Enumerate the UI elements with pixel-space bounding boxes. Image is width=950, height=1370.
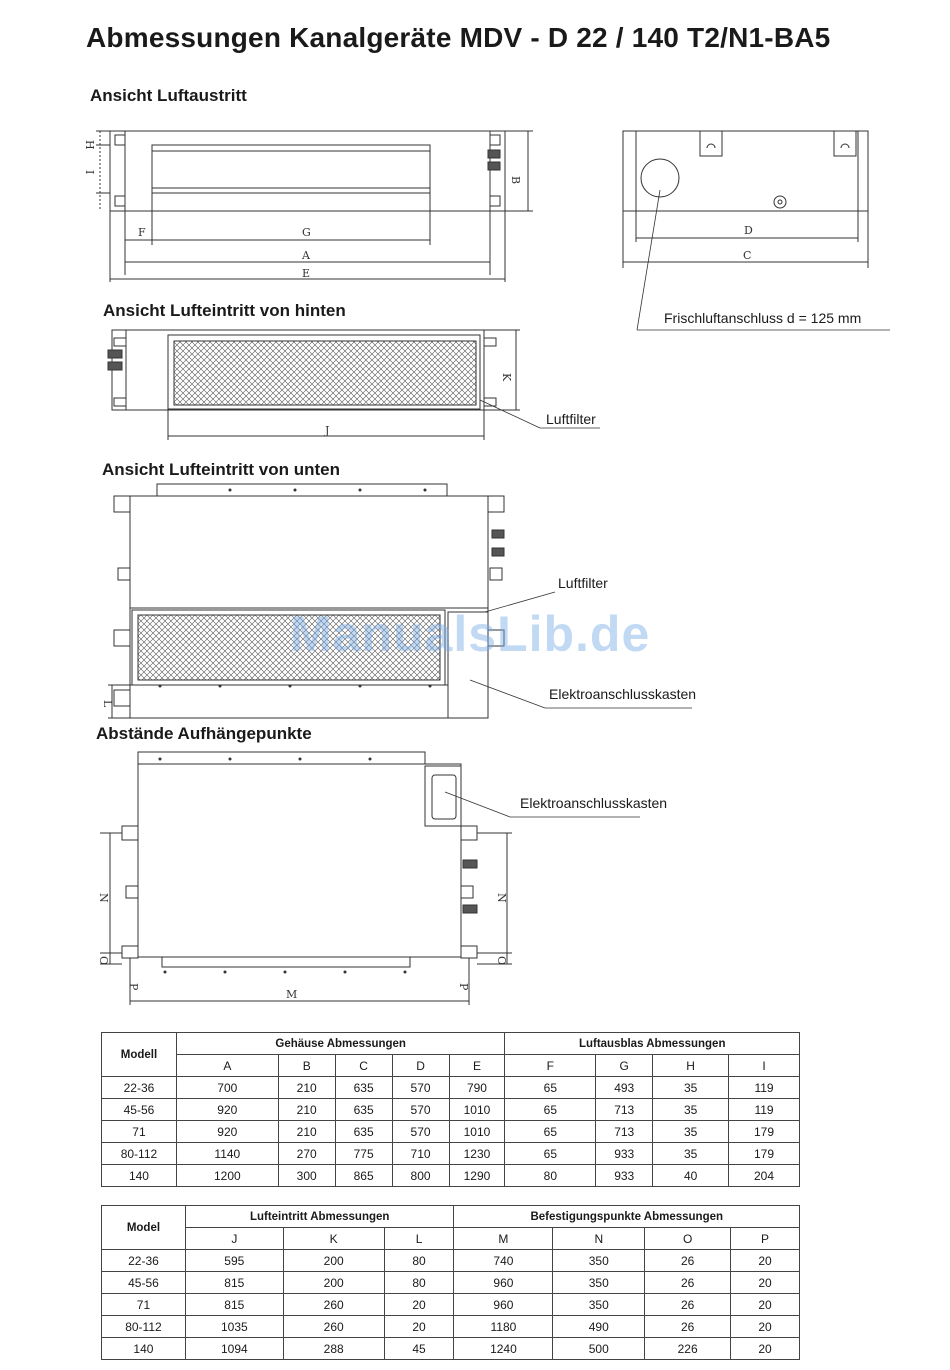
table-cell: 119 [729,1099,800,1121]
table-cell: 65 [505,1077,596,1099]
table2-col: P [731,1228,800,1250]
dim-label-J: J [325,424,330,437]
table-cell: 595 [185,1250,283,1272]
table-cell-model: 80-112 [102,1316,186,1338]
front-view-drawing [96,131,533,282]
table-cell: 350 [553,1294,645,1316]
table-cell: 500 [553,1338,645,1360]
table-cell: 920 [176,1121,278,1143]
table-cell: 65 [505,1099,596,1121]
bottom-view-drawing [108,484,692,718]
table2-modell-header: Model [102,1206,186,1250]
dim-label-C: C [743,249,752,262]
table1-col: F [505,1055,596,1077]
table1-col: A [176,1055,278,1077]
dim-label-D: D [744,224,753,237]
table-cell-model: 71 [102,1294,186,1316]
table-cell: 26 [645,1272,731,1294]
table-cell: 210 [278,1099,335,1121]
table-cell: 226 [645,1338,731,1360]
table-cell-model: 140 [102,1165,177,1187]
table-cell: 80 [384,1250,454,1272]
table-cell: 80 [505,1165,596,1187]
table-row [102,1121,800,1143]
table-cell: 35 [653,1121,729,1143]
table-cell: 65 [505,1143,596,1165]
suspension-view-drawing [100,752,640,1005]
table-cell: 815 [185,1272,283,1294]
table-cell: 288 [283,1338,384,1360]
table-cell: 179 [729,1121,800,1143]
dim-label-E: E [302,267,311,280]
table-cell-model: 140 [102,1338,186,1360]
page-title: Abmessungen Kanalgeräte MDV - D 22 / 140 T2/N1-BA5 [86,22,831,53]
table1-column-row [102,1055,800,1077]
table-cell: 920 [176,1099,278,1121]
dim-label-N-right: N [495,893,508,903]
table-cell: 20 [731,1338,800,1360]
table-cell: 493 [596,1077,653,1099]
table-cell: 865 [335,1165,392,1187]
side-view-drawing [623,131,890,330]
table1-body [102,1077,800,1187]
dim-label-P-right: P [457,983,470,991]
table-cell: 260 [283,1316,384,1338]
dim-label-L: L [101,700,114,708]
dimensions-table-2 [101,1205,800,1360]
section-heading-hinten: Ansicht Lufteintritt von hinten [103,301,346,320]
rear-view-drawing [108,330,600,440]
table-cell: 635 [335,1099,392,1121]
table1-col: I [729,1055,800,1077]
table-row [102,1143,800,1165]
table-cell: 700 [176,1077,278,1099]
table-row [102,1099,800,1121]
table-cell: 40 [653,1165,729,1187]
dim-label-N-left: N [97,893,110,903]
table-cell: 35 [653,1099,729,1121]
dim-label-B: B [509,176,522,185]
table1-col: G [596,1055,653,1077]
dimensions-table-1 [101,1032,800,1187]
dim-label-P-left: P [127,983,140,991]
table-cell: 65 [505,1121,596,1143]
table-cell: 490 [553,1316,645,1338]
table2-col: O [645,1228,731,1250]
table-cell: 210 [278,1077,335,1099]
table-cell-model: 45-56 [102,1272,186,1294]
table2-col: K [283,1228,384,1250]
table-cell: 1035 [185,1316,283,1338]
table-cell: 1010 [449,1099,505,1121]
table-cell-model: 80-112 [102,1143,177,1165]
table-row [102,1165,800,1187]
callout-luftfilter-rear: Luftfilter [546,411,596,427]
table-cell: 1010 [449,1121,505,1143]
table-cell: 1094 [185,1338,283,1360]
table-cell: 800 [392,1165,449,1187]
table-cell: 713 [596,1099,653,1121]
watermark: ManualsLib.de [290,606,651,662]
table-cell: 1200 [176,1165,278,1187]
table-cell: 713 [596,1121,653,1143]
table-cell: 1140 [176,1143,278,1165]
table-cell: 790 [449,1077,505,1099]
table1-group-gehaeuse: Gehäuse Abmessungen [176,1033,505,1055]
dim-label-H: H [83,140,96,150]
table-cell: 20 [731,1294,800,1316]
table-cell: 1180 [454,1316,553,1338]
table-cell: 815 [185,1294,283,1316]
dim-label-G: G [302,226,311,239]
table1-col: H [653,1055,729,1077]
table1-col: E [449,1055,505,1077]
table-cell: 775 [335,1143,392,1165]
table-row [102,1294,800,1316]
table-cell: 1290 [449,1165,505,1187]
table2-col: M [454,1228,553,1250]
table-cell: 20 [384,1294,454,1316]
table-cell: 26 [645,1294,731,1316]
table2-column-row [102,1228,800,1250]
table-cell-model: 22-36 [102,1250,186,1272]
table-cell: 20 [731,1316,800,1338]
table-cell: 635 [335,1077,392,1099]
table-row [102,1250,800,1272]
table-row [102,1338,800,1360]
table-row [102,1272,800,1294]
callout-elektroanschlusskasten-suspension: Elektroanschlusskasten [520,795,668,811]
callout-frischluftanschluss: Frischluftanschluss d = 125 mm [664,310,862,326]
table-row [102,1316,800,1338]
table-cell: 204 [729,1165,800,1187]
table-cell-model: 45-56 [102,1099,177,1121]
table-cell: 45 [384,1338,454,1360]
dim-label-K: K [500,373,513,382]
table-cell: 570 [392,1099,449,1121]
table1-group-luftausblas: Luftausblas Abmessungen [505,1033,800,1055]
table-cell: 260 [283,1294,384,1316]
table-cell: 1230 [449,1143,505,1165]
table-cell: 210 [278,1121,335,1143]
table-cell-model: 71 [102,1121,177,1143]
table-cell: 20 [384,1316,454,1338]
table2-col: N [553,1228,645,1250]
dim-label-O-right: O [495,956,508,966]
table-cell: 35 [653,1143,729,1165]
callout-luftfilter-bottom: Luftfilter [558,575,608,591]
table2-group-lufteintritt: Lufteintritt Abmessungen [185,1206,454,1228]
table-cell: 960 [454,1272,553,1294]
table2-col: J [185,1228,283,1250]
table-cell: 20 [731,1250,800,1272]
section-heading-aufhaengepunkte: Abstände Aufhängepunkte [96,724,312,743]
table-cell: 635 [335,1121,392,1143]
table-cell: 200 [283,1250,384,1272]
table1-col: C [335,1055,392,1077]
table-row [102,1077,800,1099]
table-cell: 20 [731,1272,800,1294]
table-cell: 26 [645,1250,731,1272]
table-cell: 710 [392,1143,449,1165]
table2-group-befestigung: Befestigungspunkte Abmessungen [454,1206,800,1228]
callout-elektroanschlusskasten-bottom: Elektroanschlusskasten [549,686,697,702]
dim-label-A: A [302,249,310,262]
table-cell-model: 22-36 [102,1077,177,1099]
table-cell: 960 [454,1294,553,1316]
table-cell: 570 [392,1121,449,1143]
dim-label-O-left: O [97,956,110,966]
table-cell: 26 [645,1316,731,1338]
table1-col: B [278,1055,335,1077]
table-cell: 933 [596,1143,653,1165]
table-cell: 200 [283,1272,384,1294]
table-cell: 933 [596,1165,653,1187]
table-cell: 350 [553,1272,645,1294]
table2-header-row [102,1206,800,1228]
table-cell: 570 [392,1077,449,1099]
table2-body [102,1250,800,1360]
dim-label-I: I [83,170,96,175]
table-cell: 80 [384,1272,454,1294]
table1-modell-header: Modell [102,1033,177,1077]
table1-header-row [102,1033,800,1055]
section-heading-luftaustritt: Ansicht Luftaustritt [90,86,247,105]
table-cell: 35 [653,1077,729,1099]
table-cell: 179 [729,1143,800,1165]
dim-label-F: F [138,226,146,239]
table-cell: 270 [278,1143,335,1165]
table-cell: 119 [729,1077,800,1099]
section-heading-unten: Ansicht Lufteintritt von unten [102,460,340,479]
table1-col: D [392,1055,449,1077]
dim-label-M: M [286,988,298,1001]
table2-col: L [384,1228,454,1250]
table-cell: 300 [278,1165,335,1187]
table-cell: 1240 [454,1338,553,1360]
table-cell: 740 [454,1250,553,1272]
table-cell: 350 [553,1250,645,1272]
